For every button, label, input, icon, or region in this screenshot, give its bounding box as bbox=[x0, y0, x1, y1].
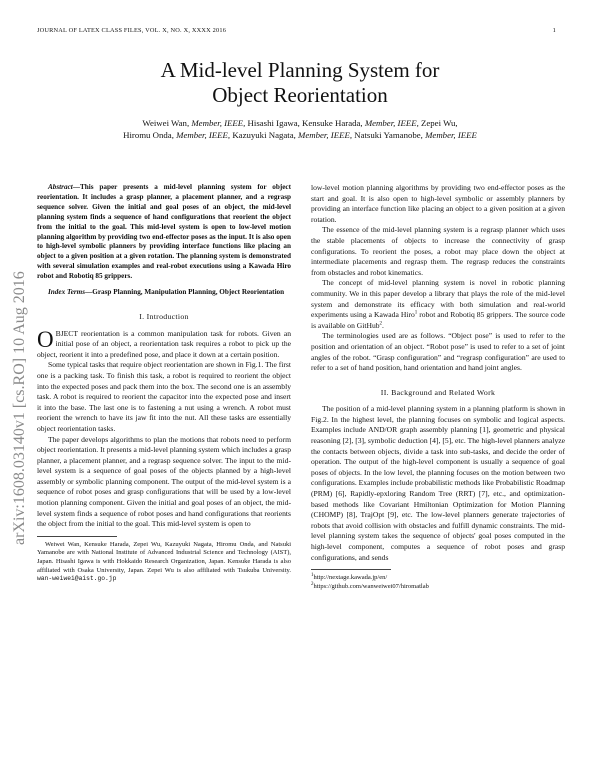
author-list bbox=[60, 118, 540, 141]
abstract bbox=[37, 183, 291, 282]
author-name: Hiromu Onda, bbox=[123, 129, 174, 140]
right-column bbox=[311, 183, 565, 591]
background-paragraph-1: The position of a mid-level planning system in a planning platform is shown in Fig.2. In the highest level, the planning focuses on symbolic and logical aspects. Examples include AND/OR graph assembly planning [1], geometric and physical reasoning [2], [3], symbolic deduction [4], [5], etc. The high-level planners analyze the contacts between objects, divide a task into sub-tasks, and decide the order of operation. The output of the high-level component is usually a sequence of goal poses of objects. In the low level, the planning focuses on the motion between two configurations. Examples include probabilistic methods like Probabilistic Roadmap (PRM) [6], Rapidly-epxloring Random Tree (RRT) [7], etc., and optimization-based methods like Covariant Hmiltonian Optimization for Motion Planning (CHOMP) [8], TrajOpt [9], etc. The low-level planners generate trajectories of robots that avoid collision with obstacles and fulfill dynamic constraints. The mid-level planning system takes the sequence of objects' goal poses computed in the high-level component, computes a sequence of robot poses and grasp configurations, and sends bbox=[311, 404, 565, 562]
author-line-1 bbox=[60, 118, 540, 130]
intro-paragraph-3: The paper develops algorithms to plan the motions that robots need to perform object reorientation. It presents a mid-level planning system which includes a grasp planner, a placement planner, and a regrasp sequence solver. The input to the mid-level system is a sequence of goal poses of the objects planned by a high-level assembly or symbolic planning component. The output of the mid-level system is a sequence of robot poses and grasp configurations that will be used by a low-level motion planning component. Given the initial and goal poses of an object, the mid-level system finds a sequence of robot poses and hand configurations that reorients the object from the initial to the goal. This mid-level system is open to bbox=[37, 434, 291, 529]
affiliation-footnote bbox=[37, 541, 291, 584]
footnote-2-url[interactable]: https://github.com/wanweiwei07/hiromatlab bbox=[313, 582, 429, 590]
footnote-mark-1: 1 bbox=[414, 310, 418, 316]
footnote-1-url[interactable]: http://nextage.kawada.jp/en/ bbox=[313, 574, 388, 582]
title-line-1: A Mid-level Planning System for bbox=[160, 58, 440, 82]
intro-paragraph-2: Some typical tasks that require object reorientation are shown in Fig.1. The first one is a packing task. To finish this task, a robot is required to reorient the object into the expected poses and pack them into the box. The second one is an assembly task. A robot is required to reorient the capacitor into the expected pose and insert it into the base. The last one is to fastening a nut using a wrench. A robot must reorient the wrench to have its jaw fit into the nut. All these tasks are essentially object reorientation tasks. bbox=[37, 360, 291, 433]
author-membership: Member, IEEE, bbox=[364, 118, 419, 128]
left-column bbox=[37, 183, 291, 584]
footnote-2-mark: 2 bbox=[311, 581, 314, 587]
title-line-2: Object Reorientation bbox=[212, 83, 388, 107]
footnote-rule-right bbox=[311, 569, 391, 570]
footnote-rule bbox=[37, 536, 117, 537]
author-name: Zepei Wu, bbox=[421, 118, 458, 128]
running-header bbox=[37, 27, 556, 34]
journal-header: JOURNAL OF LATEX CLASS FILES, VOL. X, NO. X, XXXX 2016 bbox=[37, 27, 227, 34]
right-paragraph-2: The essence of the mid-level planning system is a regrasp planner which uses the stable placements of objects to increase the connectivity of grasp configurations. To reorient the poses, a robot may place down the object at intermediate placements and regrasp them. The regrasp reduces the constraints from obstacles and robot kinematics. bbox=[311, 225, 565, 277]
intro-paragraph-1 bbox=[37, 326, 291, 361]
right-paragraph-3 bbox=[311, 278, 565, 331]
footnote-mark-2: 2 bbox=[379, 321, 383, 327]
author-membership: Member, IEEE bbox=[425, 129, 477, 140]
author-name: Natsuki Yamanobe, bbox=[354, 129, 423, 140]
affiliation-text: Weiwei Wan, Kensuke Harada, Zepei Wu, Kazuyuki Nagata, Hiromu Onda, and Natsuki Yamanobe are with National Institute of Advanced Industrial Science and Technology (AIST), Japan. Hisashi Igawa is with Hokkaido Research Organization, Japan. Kensuke Harada is also affiliated with Osaka University, Japan. Zepei Wu is also affiliated with Tsukuba University. bbox=[37, 540, 291, 574]
abstract-label: Abstract bbox=[48, 183, 73, 191]
footnote-1-mark: 1 bbox=[311, 573, 314, 579]
author-email: wan-weiwei@aist.go.jp bbox=[37, 575, 117, 583]
drop-cap: O bbox=[37, 326, 54, 352]
arxiv-stamp: arXiv:1608.03140v1 [cs.RO] 10 Aug 2016 bbox=[11, 271, 28, 545]
page-number: 1 bbox=[552, 27, 556, 34]
index-terms bbox=[37, 288, 291, 298]
author-membership: Member, IEEE, bbox=[298, 129, 353, 140]
p3-text-a: The concept of mid-level planning system is novel in robotic planning community. We in this paper develop a library that plays the role of the mid-level system and demonstrate its efficacy with both simulation and real-world experiments using a Kawada Hiro bbox=[311, 278, 565, 320]
index-terms-label: Index Terms bbox=[48, 288, 86, 297]
p3-text-c: . bbox=[382, 320, 384, 330]
section-heading-background: II. Background and Related Work bbox=[380, 387, 496, 397]
author-membership: Member, IEEE, bbox=[176, 129, 231, 140]
section-heading-intro: I. Introduction bbox=[139, 311, 189, 321]
author-name: Hisashi Igawa, bbox=[247, 118, 300, 128]
author-line-2 bbox=[60, 130, 540, 142]
index-terms-text: —Grasp Planning, Manipulation Planning, Object Reorientation bbox=[85, 288, 285, 297]
right-paragraph-4: The terminologies used are as follows. “Object pose” is used to refer to the position and orientation of an object. “Robot pose” is used to refer to a set of joint angles of the robot. “Grasp configuration” and “regrasp configuration” are used to refer to a set of hand position, hand orientation and hand joint angles. bbox=[311, 331, 565, 373]
paper-title bbox=[60, 58, 540, 108]
footnote-2 bbox=[311, 583, 565, 592]
author-name: Kazuyuki Nagata, bbox=[232, 129, 296, 140]
author-name: Weiwei Wan, bbox=[142, 118, 190, 128]
footnote-1 bbox=[311, 574, 565, 583]
p3-text-b: robot and Robotiq 85 grippers. The source code is available on GitHub bbox=[311, 310, 565, 330]
author-name: Kensuke Harada, bbox=[302, 118, 363, 128]
author-membership: Member, IEEE, bbox=[191, 118, 246, 128]
abstract-text: —This paper presents a mid-level planning system for object reorientation. It includes a grasp planner, a placement planner, and a regrasp sequence solver. Given the initial and goal poses of an object, the mid-level planning system finds a sequence of hand configurations that reorient the object from the initial to the goal. This mid-level system is open to low-level motion planning algorithm by providing two end-effector poses as the input. It is also open to high-level symbolic planners by providing interface functions like placing an object to a given position at a given rotation. The planning system is demonstrated with several simulation examples and real-robot executions using a Kawada Hiro robot and Robotiq 85 grippers. bbox=[37, 183, 291, 281]
right-paragraph-1: low-level motion planning algorithms by providing two end-effector poses as the start and goal. It is also open to high-level symbolic or assembly planners by providing an interface function like placing an object to a given position at a given rotation. bbox=[311, 183, 565, 224]
intro-text-1: BJECT reorientation is a common manipulation task for robots. Given an initial pose of an object, a reorientation task requires a robot to pick up the object, reorient it into a predefined pose, and place it down at a certain position. bbox=[37, 328, 291, 359]
